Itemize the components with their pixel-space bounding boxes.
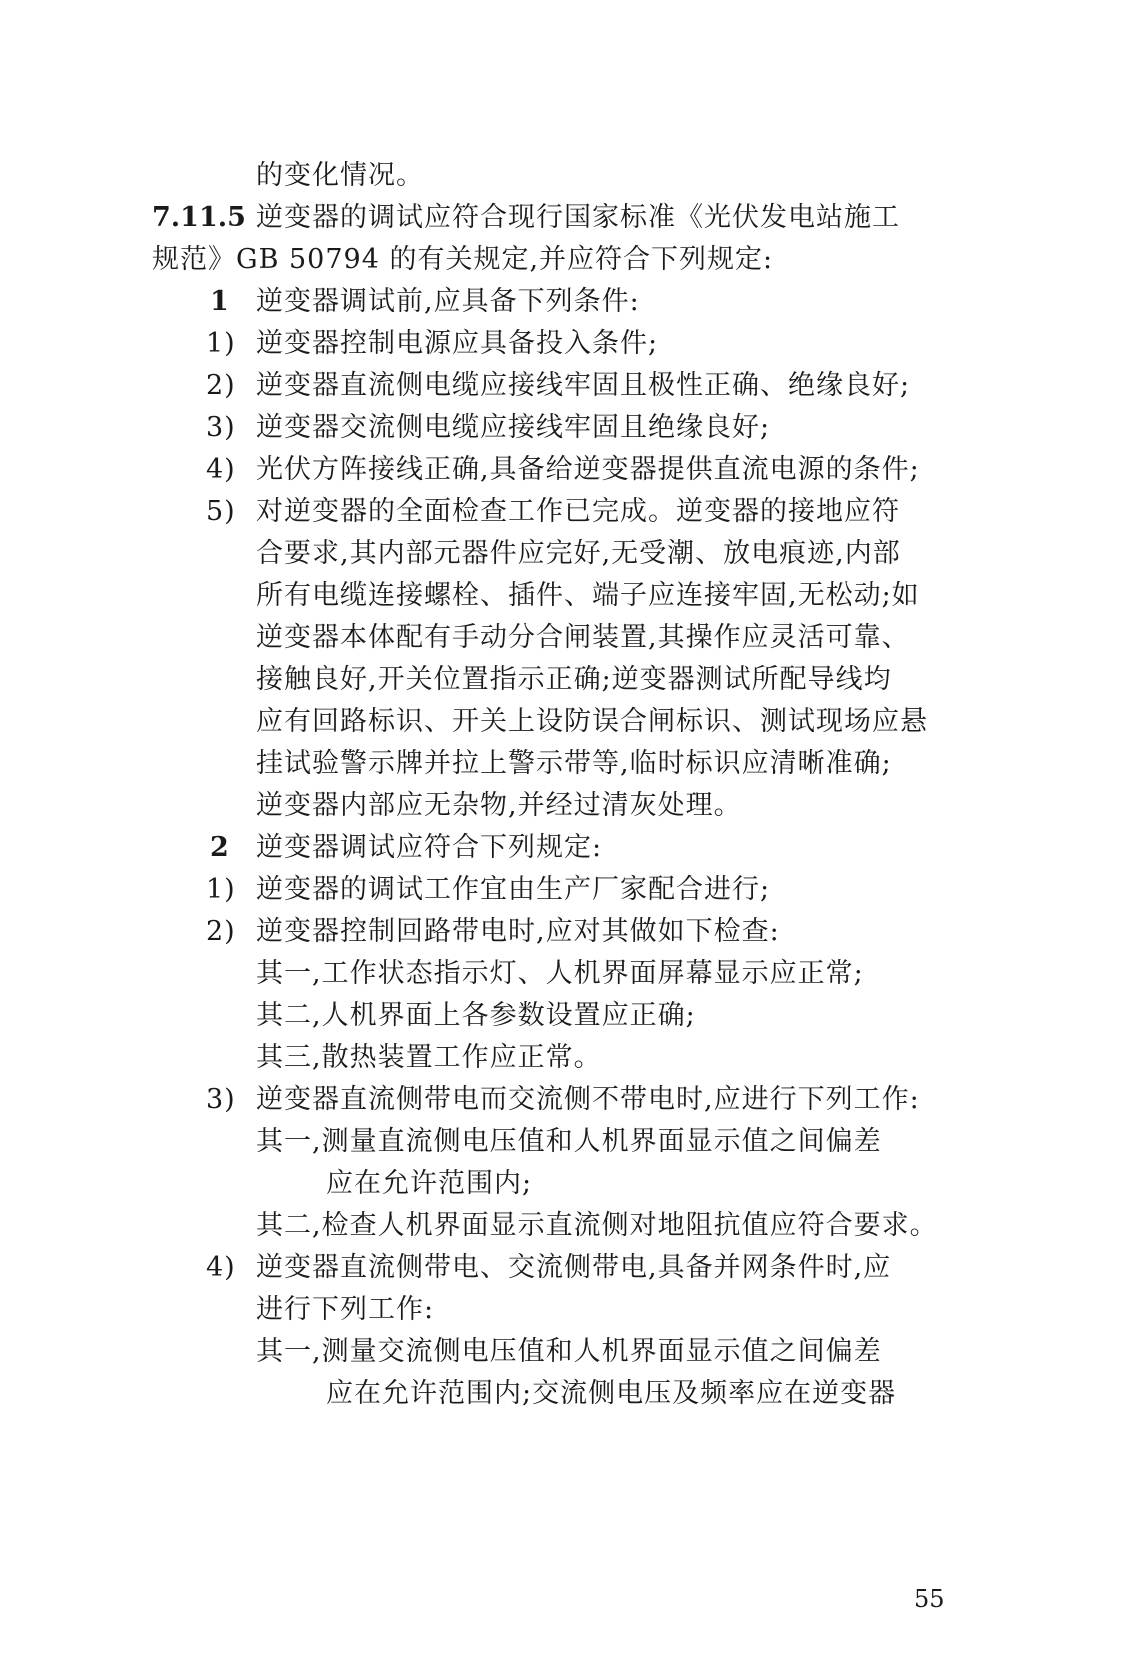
text-line: 逆变器交流侧电缆应接线牢固且绝缘良好; (256, 412, 771, 443)
sub-item-marker: 4) (206, 1252, 236, 1283)
sub-item-marker: 1) (206, 874, 236, 905)
text-line: 逆变器直流侧电缆应接线牢固且极性正确、绝缘良好; (256, 370, 911, 401)
text-line: 其一,工作状态指示灯、人机界面屏幕显示应正常; (256, 958, 864, 989)
item-number: 2 (210, 832, 230, 863)
text-line: 光伏方阵接线正确,具备给逆变器提供直流电源的条件; (256, 454, 920, 485)
sub-item-marker: 4) (206, 454, 236, 485)
text-line: 逆变器直流侧带电、交流侧带电,具备并网条件时,应 (256, 1252, 892, 1283)
text-line: 应有回路标识、开关上设防误合闸标识、测试现场应悬 (256, 706, 928, 737)
text-line: 逆变器调试前,应具备下列条件: (256, 286, 640, 317)
sub-item-marker: 3) (206, 1084, 236, 1115)
text-line: 应在允许范围内; (326, 1168, 533, 1199)
text-line: 挂试验警示牌并拉上警示带等,临时标识应清晰准确; (256, 748, 892, 779)
text-line: 其二,检查人机界面显示直流侧对地阻抗值应符合要求。 (256, 1210, 938, 1241)
text-line: 合要求,其内部元器件应完好,无受潮、放电痕迹,内部 (256, 538, 901, 569)
text-line: 所有电缆连接螺栓、插件、端子应连接牢固,无松动;如 (256, 580, 920, 611)
sub-item-marker: 1) (206, 328, 236, 359)
text-line: 的变化情况。 (256, 160, 424, 191)
text-line: 其三,散热装置工作应正常。 (256, 1042, 602, 1073)
item-number: 1 (210, 286, 230, 317)
text-line: 逆变器本体配有手动分合闸装置,其操作应灵活可靠、 (256, 622, 910, 653)
text-line: 接触良好,开关位置指示正确;逆变器测试所配导线均 (256, 664, 892, 695)
text-line: 对逆变器的全面检查工作已完成。逆变器的接地应符 (256, 496, 900, 527)
text-line: 逆变器内部应无杂物,并经过清灰处理。 (256, 790, 742, 821)
text-line: 其一,测量直流侧电压值和人机界面显示值之间偏差 (256, 1126, 882, 1157)
text-line: 其一,测量交流侧电压值和人机界面显示值之间偏差 (256, 1336, 882, 1367)
text-line: 进行下列工作: (256, 1294, 435, 1325)
text-line: 逆变器直流侧带电而交流侧不带电时,应进行下列工作: (256, 1084, 920, 1115)
text-line: 逆变器的调试应符合现行国家标准《光伏发电站施工 (256, 202, 900, 233)
text-line: 逆变器控制回路带电时,应对其做如下检查: (256, 916, 780, 947)
text-line: 逆变器调试应符合下列规定: (256, 832, 603, 863)
sub-item-marker: 2) (206, 916, 236, 947)
text-line: 逆变器的调试工作宜由生产厂家配合进行; (256, 874, 771, 905)
text-line: 应在允许范围内;交流侧电压及频率应在逆变器 (326, 1378, 897, 1409)
text-line: 其二,人机界面上各参数设置应正确; (256, 1000, 696, 1031)
sub-item-marker: 5) (206, 496, 236, 527)
sub-item-marker: 2) (206, 370, 236, 401)
text-line: 逆变器控制电源应具备投入条件; (256, 328, 659, 359)
clause-number: 7.11.5 (152, 202, 246, 233)
text-line: 规范》GB 50794 的有关规定,并应符合下列规定: (152, 244, 774, 275)
sub-item-marker: 3) (206, 412, 236, 443)
page-number: 55 (914, 1585, 945, 1613)
